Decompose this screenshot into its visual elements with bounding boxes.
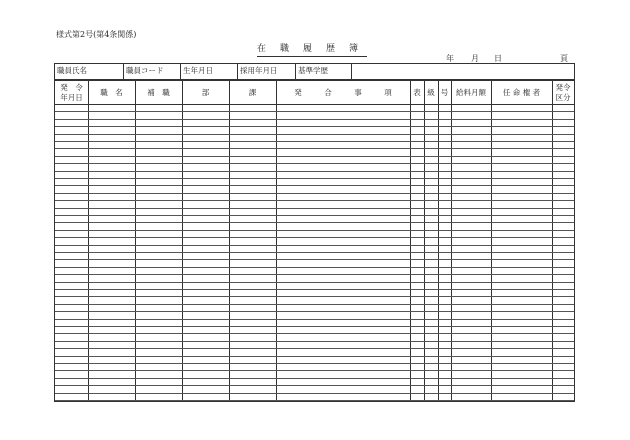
page-label: 頁 <box>560 54 568 63</box>
info-field-birthdate: 生年月日 <box>181 64 238 79</box>
info-field-name: 職員氏名 <box>55 64 124 79</box>
col-header-grade: 級 <box>427 87 435 97</box>
col-header-job-title: 職 名 <box>100 87 123 97</box>
table-row <box>55 237 574 238</box>
column-divider <box>182 81 183 401</box>
column-divider <box>438 81 439 401</box>
table-row <box>55 163 574 164</box>
table-row <box>55 400 574 401</box>
date-year-label: 年 <box>446 54 454 63</box>
table-row <box>55 178 574 179</box>
table-row <box>55 333 574 334</box>
table-row <box>55 148 574 149</box>
table-row <box>55 356 574 357</box>
table-row <box>55 259 574 260</box>
table-row <box>55 289 574 290</box>
table-row <box>55 208 574 209</box>
column-divider <box>410 81 411 401</box>
table-row <box>55 267 574 268</box>
info-field-hire-date: 採用年月日 <box>238 64 296 79</box>
table-row <box>55 378 574 379</box>
table-row <box>55 282 574 283</box>
col-header-issue-date: 発 令 年月日 <box>60 82 83 102</box>
column-divider <box>451 81 452 401</box>
column-divider <box>491 81 492 401</box>
table-row <box>55 156 574 157</box>
table-row <box>55 274 574 275</box>
col-header-section: 課 <box>248 87 257 97</box>
col-header-assignment: 補 職 <box>147 87 170 97</box>
document-title: 在職履歴簿 <box>257 44 367 57</box>
column-divider <box>229 81 230 401</box>
column-divider <box>88 81 89 401</box>
form-number-label: 様式第2号(第4条関係) <box>56 30 137 39</box>
table-row <box>55 185 574 186</box>
header-divider <box>55 104 574 105</box>
history-table <box>54 80 575 402</box>
col-header-appointer: 任 命 権 者 <box>502 87 541 97</box>
table-row <box>55 348 574 349</box>
table-row <box>55 119 574 120</box>
table-row <box>55 385 574 386</box>
employee-info-row <box>54 63 575 80</box>
table-row <box>55 171 574 172</box>
info-field-education: 基準学歴 <box>296 64 352 79</box>
table-row <box>55 296 574 297</box>
table-row <box>55 363 574 364</box>
table-row <box>55 111 574 112</box>
table-row <box>55 304 574 305</box>
col-header-table: 表 <box>413 87 421 97</box>
table-row <box>55 319 574 320</box>
date-month-label: 月 <box>471 54 479 63</box>
table-row <box>55 311 574 312</box>
col-header-step: 号 <box>440 87 449 97</box>
table-row <box>55 341 574 342</box>
table-row <box>55 222 574 223</box>
table-row <box>55 370 574 371</box>
table-row <box>55 245 574 246</box>
info-field-code: 職員コード <box>124 64 181 79</box>
column-divider <box>135 81 136 401</box>
table-row <box>55 393 574 394</box>
date-day-label: 日 <box>494 54 502 63</box>
table-row <box>55 252 574 253</box>
column-divider <box>276 81 277 401</box>
col-header-issue-type: 発令 区分 <box>555 82 571 102</box>
col-header-salary: 給料月額 <box>456 87 486 97</box>
table-row <box>55 200 574 201</box>
col-header-matters: 発 合 事 項 <box>294 87 392 97</box>
table-row <box>55 215 574 216</box>
table-row <box>55 126 574 127</box>
table-row <box>55 230 574 231</box>
col-header-department: 部 <box>201 87 210 97</box>
table-row <box>55 326 574 327</box>
column-divider <box>552 81 553 401</box>
table-row <box>55 193 574 194</box>
table-row <box>55 134 574 135</box>
column-divider <box>424 81 425 401</box>
table-row <box>55 141 574 142</box>
